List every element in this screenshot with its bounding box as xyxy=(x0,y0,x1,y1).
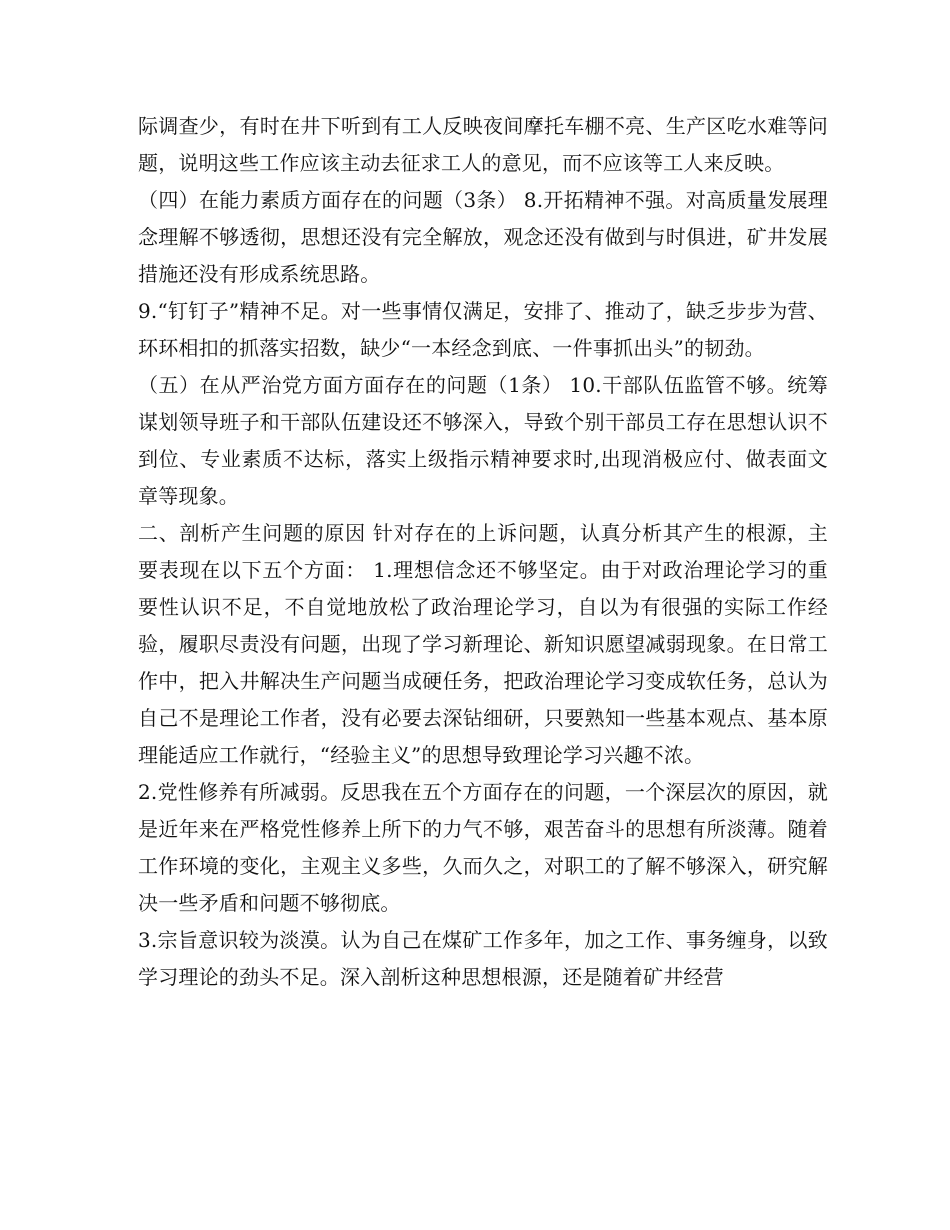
paragraph-3: 9.“钉钉子”精神不足。对一些事情仅满足，安排了、推动了，缺乏步步为营、环环相扣的抓落实招数，缺少“一本经念到底、一件事抓出头”的韧劲。 xyxy=(138,299,828,360)
paragraph-4: （五）在从严治党方面方面存在的问题（1条） 10.干部队伍监管不够。统筹谋划领导班子和干部队伍建设还不够深入，导致个别干部员工存在思想认识不到位、专业素质不达标，落实上级指示精神要求时,出现消极应付、做表面文章等现象。 xyxy=(138,373,828,508)
paragraph-1: 际调查少，有时在井下听到有工人反映夜间摩托车棚不亮、生产区吃水难等问题，说明这些工作应该主动去征求工人的意见，而不应该等工人来反映。 xyxy=(138,114,828,175)
paragraph-5: 二、剖析产生问题的原因 针对存在的上诉问题，认真分析其产生的根源，主要表现在以下五个方面： 1.理想信念还不够坚定。由于对政治理论学习的重要性认识不足，不自觉地放松了政治理论学习，自以为有很强的实际工作经验，履职尽责没有问题，出现了学习新理论、新知识愿望减弱现象。在日常工作中，把入井解决生产问题当成硬任务，把政治理论学习变成软任务，总认为自己不是理论工作者，没有必要去深钻细研，只要熟知一些基本观点、基本原理能适应工作就行，“经验主义”的思想导致理论学习兴趣不浓。 xyxy=(138,521,828,767)
paragraph-6: 2.党性修养有所减弱。反思我在五个方面存在的问题，一个深层次的原因，就是近年来在严格党性修养上所下的力气不够，艰苦奋斗的思想有所淡薄。随着工作环境的变化，主观主义多些，久而久之，对职工的了解不够深入，研究解决一些矛盾和问题不够彻底。 xyxy=(138,780,828,915)
paragraph-2: （四）在能力素质方面存在的问题（3条） 8.开拓精神不强。对高质量发展理念理解不够透彻，思想还没有完全解放，观念还没有做到与时俱进，矿井发展措施还没有形成系统思路。 xyxy=(138,188,828,286)
document-body xyxy=(138,108,828,996)
paragraph-7: 3.宗旨意识较为淡漠。认为自己在煤矿工作多年，加之工作、事务缠身，以致学习理论的劲头不足。深入剖析这种思想根源，还是随着矿井经营 xyxy=(138,928,828,989)
